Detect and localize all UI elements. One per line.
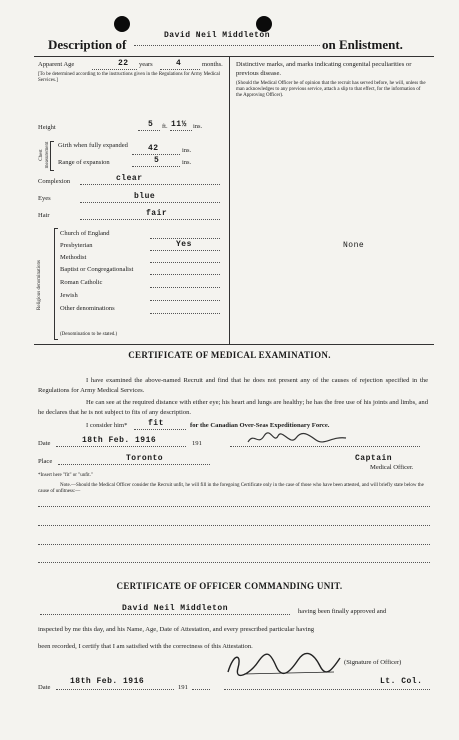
religion-item: Church of England xyxy=(60,230,110,237)
medical-officer-label: Medical Officer. xyxy=(370,464,414,471)
medical-para-2: He can see at the required distance with either eye; his heart and lungs are healthy; he has the free use of his joints and limbs, and he declares that he is not subject to fits of any description. xyxy=(38,399,428,416)
officer-date-line xyxy=(56,689,174,690)
unfit-line-4 xyxy=(38,562,430,563)
months-label: months. xyxy=(202,61,223,68)
for-text: for the Canadian Over-Seas Expeditionary Force. xyxy=(190,422,330,429)
hair-label: Hair xyxy=(38,212,50,219)
apparent-age-label: Apparent Age xyxy=(38,61,75,68)
height-ft-line xyxy=(138,130,160,131)
officer-rank: Lt. Col. xyxy=(380,677,423,686)
girth-line xyxy=(132,154,180,155)
consider-label: I consider him* xyxy=(86,422,128,429)
height-label: Height xyxy=(38,124,56,131)
hair-line xyxy=(80,219,220,220)
religion-line xyxy=(150,262,220,263)
height-ft: 5 xyxy=(148,120,154,129)
religion-line xyxy=(150,274,220,275)
officer-date-value: 18th Feb. 1916 xyxy=(70,677,145,686)
ft-label: ft. xyxy=(162,123,168,130)
unfit-line-1 xyxy=(38,506,430,507)
top-rule xyxy=(34,56,434,57)
officer-line2: inspected by me this day, and his Name, Age, Date of Attestation, and every prescribed particular having xyxy=(38,626,315,633)
medical-date-label: Date xyxy=(38,440,51,447)
unfit-line-3 xyxy=(38,544,430,545)
officer-heading: CERTIFICATE OF OFFICER COMMANDING UNIT. xyxy=(116,581,343,591)
consider-value: fit xyxy=(148,419,164,428)
religion-item: Baptist or Congregationalist xyxy=(60,266,134,273)
other-denomination-note: (Denomination to be stated.) xyxy=(60,332,118,337)
signature-label: (Signature of Officer) xyxy=(344,659,402,666)
medical-date-line xyxy=(56,446,186,447)
medical-date-value: 18th Feb. 1916 xyxy=(82,436,157,445)
presbyterian-value: Yes xyxy=(176,240,192,249)
range-label: Range of expansion xyxy=(58,159,110,166)
religious-label: Religious denominations xyxy=(37,260,42,310)
title-prefix: Description of xyxy=(48,37,127,52)
place-line xyxy=(58,464,210,465)
title-suffix: on Enlistment. xyxy=(322,37,403,52)
complexion-value: clear xyxy=(116,174,143,183)
officer-year-prefix: 191 xyxy=(178,684,188,691)
years-label: years xyxy=(139,61,153,68)
religion-line xyxy=(150,238,220,239)
religion-item: Jewish xyxy=(60,292,78,299)
medical-year-prefix: 191 xyxy=(192,440,202,447)
punch-hole-right xyxy=(256,16,272,32)
medical-para-1: I have examined the above-named Recruit and find that he does not present any of the causes of rejection specified in the Regulations for Army Medical Services. xyxy=(38,377,428,394)
religion-item: Other denominations xyxy=(60,305,115,312)
marks-note: (Should the Medical Officer be of opinion that the recruit has served before, he will, unless the man acknowledges to any previous service, attach a slip to that effect, for the information of the Approving Officer). xyxy=(236,81,426,98)
officer-rank-line xyxy=(224,689,430,690)
officer-name-line xyxy=(40,614,290,615)
officer-line3: been recorded, I certify that I am satisfied with the correctness of this Attestation. xyxy=(38,643,253,650)
religion-brace xyxy=(54,228,58,340)
marks-value: None xyxy=(343,241,365,250)
officer-year-line xyxy=(192,689,210,690)
eyes-label: Eyes xyxy=(38,195,51,202)
medical-sig-line xyxy=(230,446,420,447)
consider-line xyxy=(134,429,186,430)
range-value: 5 xyxy=(154,156,160,165)
eyes-value: blue xyxy=(134,192,156,201)
religion-line xyxy=(150,250,220,251)
religion-item: Presbyterian xyxy=(60,242,93,249)
complexion-line xyxy=(80,184,220,185)
marks-heading: Distinctive marks, and marks indicating congenital peculiarities or previous disease. xyxy=(236,61,412,77)
girth-value: 42 xyxy=(148,144,159,153)
age-months: 4 xyxy=(176,59,182,68)
mid-rule xyxy=(34,344,434,345)
religion-line xyxy=(150,287,220,288)
officer-date-label: Date xyxy=(38,684,51,691)
name-line xyxy=(134,45,320,46)
age-years-line xyxy=(92,69,137,70)
ins-label: ins. xyxy=(193,123,203,130)
chest-label: Chest measurement xyxy=(39,141,50,169)
footnote-1: *Insert here "fit" or "unfit." xyxy=(38,473,93,478)
place-label: Place xyxy=(38,458,53,465)
complexion-label: Complexion xyxy=(38,178,71,185)
signature-scrawl-icon xyxy=(224,648,344,678)
hair-value: fair xyxy=(146,209,168,218)
height-in: 11½ xyxy=(171,120,187,129)
medical-officer-signature xyxy=(246,430,356,452)
chest-brace xyxy=(50,141,54,171)
officer-name-value: David Neil Middleton xyxy=(122,604,229,613)
age-months-line xyxy=(160,69,200,70)
age-years: 22 xyxy=(118,59,129,68)
column-divider xyxy=(229,56,230,344)
age-note: [To be determined according to the instructions given in the Regulations for Army Medical Services.] xyxy=(38,72,220,83)
religion-item: Roman Catholic xyxy=(60,279,103,286)
religion-item: Methodist xyxy=(60,254,87,261)
medical-heading: CERTIFICATE OF MEDICAL EXAMINATION. xyxy=(128,350,331,360)
place-value: Toronto xyxy=(126,454,164,463)
unfit-line-2 xyxy=(38,525,430,526)
recruit-name: David Neil Middleton xyxy=(164,31,271,40)
range-ins-label: ins. xyxy=(182,159,192,166)
medical-rank: Captain xyxy=(355,454,393,463)
footnote-2: Note.—Should the Medical Officer consider the Recruit unfit, he will fill in the foregoing Certificate only in the case of those who have been attested, and will briefly state below the cause of unfitness:— xyxy=(38,483,424,494)
punch-hole-left xyxy=(114,16,130,32)
girth-ins-label: ins. xyxy=(182,147,192,154)
height-in-line xyxy=(170,130,192,131)
form-title xyxy=(34,31,434,53)
range-line xyxy=(132,166,180,167)
eyes-line xyxy=(80,202,220,203)
officer-line1-tail: having been finally approved and xyxy=(298,608,387,615)
commanding-officer-signature xyxy=(224,648,344,682)
girth-label: Girth when fully expanded xyxy=(58,142,128,149)
religion-line xyxy=(150,313,220,314)
religion-line xyxy=(150,300,220,301)
